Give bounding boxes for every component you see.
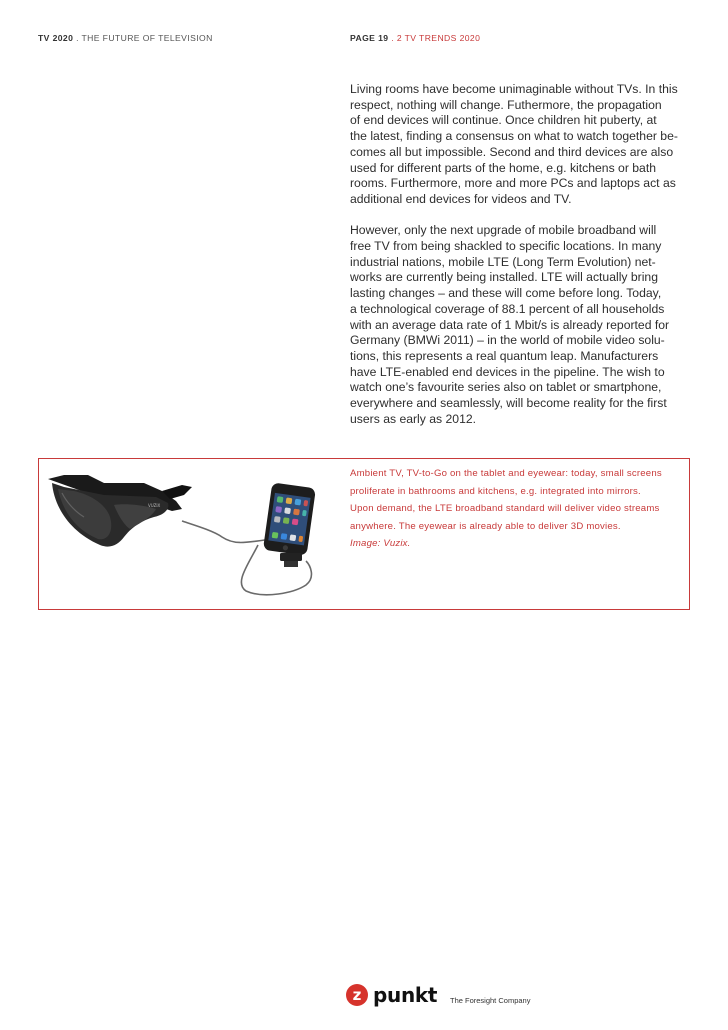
page-label <box>350 33 480 43</box>
document-title-rest: . THE FUTURE OF TELEVISION <box>73 33 213 43</box>
paragraph: Living rooms have become unimaginable without TVs. In this respect, nothing will change. Futhermore, the propagation of end devices will continue. Once children hit puberty, at the latest, finding a consensus on what to watch together be- comes all but impossible. Second and third devices are also used for different parts of the home, e.g. kitchens or bath rooms. Furthermore, more and more PCs and laptops act as additional end devices for videos and TV. <box>350 82 678 206</box>
company-tagline: The Foresight Company <box>450 996 531 1005</box>
section-label: . 2 TV TRENDS 2020 <box>388 33 481 43</box>
document-title-strong: TV 2020 <box>38 33 74 43</box>
body-text <box>350 82 690 443</box>
footer <box>346 983 546 1009</box>
document-title <box>38 33 213 43</box>
paragraph: However, only the next upgrade of mobile broadband will free TV from being shackled to specific locations. In many industrial nations, mobile LTE (Long Term Evolution) net- works are currently being installed. LTE will actually bring lasting changes – and these will come before long. Today, a technological coverage of 88.1 percent of all households with an average data rate of 1 Mbit/s is already reported for Germany (BMWi 2011) – in the world of mobile video solu- tions, this represents a real quantum leap. Manufacturers have LTE-enabled end devices in the pipeline. The wish to watch one’s favourite series also on tablet or smartphone, everywhere and seamlessly, will become reality for the first users as early as 2012. <box>350 223 670 426</box>
page-number: PAGE 19 <box>350 33 389 43</box>
image-credit: Image: Vuzix. <box>350 538 411 550</box>
eyewear-brand-label: VUZIX <box>148 503 161 508</box>
vuzix-eyewear-and-phone-image <box>44 465 334 605</box>
figure-caption <box>350 465 690 553</box>
caption-text: Ambient TV, TV-to-Go on the tablet and eyewear: today, small screens proliferate in bathrooms and kitchens, e.g. integrated into mirrors. Upon demand, the LTE broadband standard will deliver video streams anywhere. The eyewear is already able to deliver 3D movies. <box>350 468 662 532</box>
z-punkt-logo-icon: z <box>346 984 368 1006</box>
logo-wordmark: punkt <box>373 983 438 1007</box>
